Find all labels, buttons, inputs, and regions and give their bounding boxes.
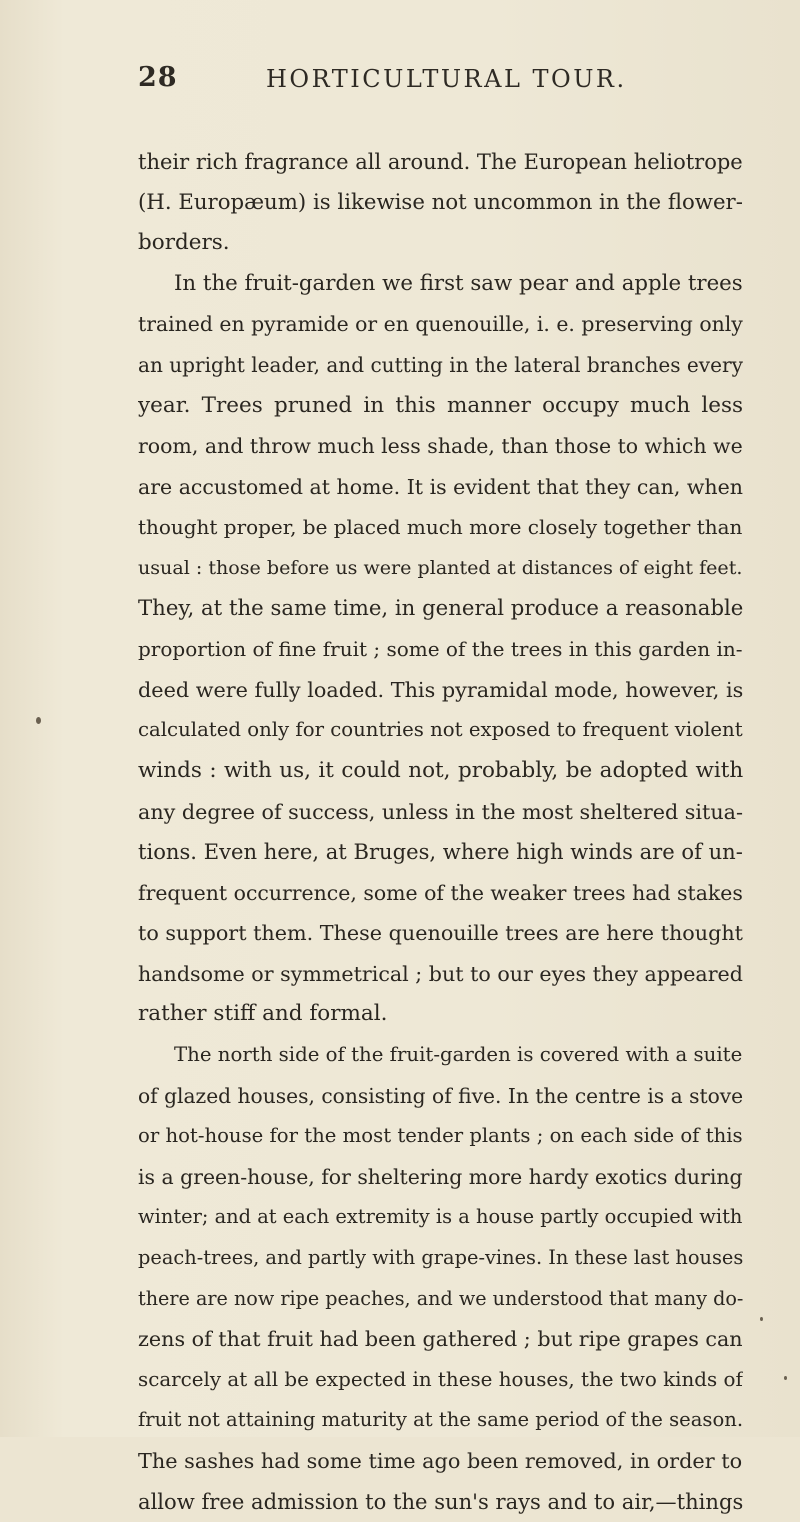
text-line: room, and throw much less shade, than those to which we	[138, 434, 743, 459]
text-line: peach-trees, and partly with grape-vines. In these last houses	[138, 1246, 743, 1270]
text-line: there are now ripe peaches, and we understood that many do-	[138, 1286, 743, 1310]
text-line: allow free admission to the sun's rays and to air,—things	[138, 1488, 743, 1514]
text-line: year. Trees pruned in this manner occupy much less	[138, 392, 743, 418]
text-line: any degree of success, unless in the most sheltered situa-	[138, 799, 743, 824]
text-line: of glazed houses, consisting of five. In the centre is a stove	[138, 1083, 743, 1108]
text-line: winter; and at each extremity is a house partly occupied with	[138, 1205, 743, 1229]
text-line: borders.	[138, 230, 230, 256]
paragraph-start-line: In the fruit-garden we first saw pear and apple trees	[174, 270, 743, 296]
text-line: deed were fully loaded. This pyramidal mode, however, is	[138, 677, 743, 702]
text-line: trained en pyramide or en quenouille, i. e. preserving only	[138, 312, 743, 337]
text-line: winds : with us, it could not, probably, be adopted with	[138, 757, 743, 783]
page-number: 28	[138, 62, 178, 93]
text-line: or hot-house for the most tender plants ; on each side of this	[138, 1124, 743, 1148]
text-line: proportion of fine fruit ; some of the trees in this garden in-	[138, 637, 743, 662]
text-line: rather stiff and formal.	[138, 1001, 388, 1027]
text-line: scarcely at all be expected in these houses, the two kinds of	[138, 1367, 743, 1391]
text-line: handsome or symmetrical ; but to our eyes they appeared	[138, 961, 743, 986]
body-text	[138, 142, 743, 1522]
running-head: HORTICULTURAL TOUR.	[266, 65, 627, 93]
text-line: are accustomed at home. It is evident that they can, when	[138, 474, 743, 499]
text-line: calculated only for countries not exposed to frequent violent	[138, 718, 743, 742]
text-line: an upright leader, and cutting in the lateral branches every	[138, 352, 743, 377]
text-line: fruit not attaining maturity at the same period of the season.	[138, 1408, 743, 1432]
page-header	[138, 62, 743, 102]
text-line: frequent occurrence, some of the weaker trees had stakes	[138, 880, 743, 905]
paper-speck	[36, 717, 41, 724]
paper-speck	[760, 1317, 763, 1321]
text-line: tions. Even here, at Bruges, where high winds are of un-	[138, 839, 743, 865]
text-line: to support them. These quenouille trees are here thought	[138, 921, 743, 946]
text-line: their rich fragrance all around. The European heliotrope	[138, 149, 743, 174]
paragraph-start-line: The north side of the fruit-garden is covered with a suite	[174, 1043, 743, 1067]
text-line: is a green-house, for sheltering more hardy exotics during	[138, 1164, 743, 1189]
text-line: zens of that fruit had been gathered ; but ripe grapes can	[138, 1327, 743, 1352]
text-line: The sashes had some time ago been removed, in order to	[138, 1449, 743, 1473]
text-line: (H. Europæum) is likewise not uncommon in the flower-	[138, 189, 743, 215]
paper-speck	[784, 1376, 787, 1380]
text-line: usual : those before us were planted at distances of eight feet.	[138, 556, 743, 579]
text-line: They, at the same time, in general produce a reasonable	[138, 595, 743, 621]
text-line: thought proper, be placed much more closely together than	[138, 515, 743, 540]
